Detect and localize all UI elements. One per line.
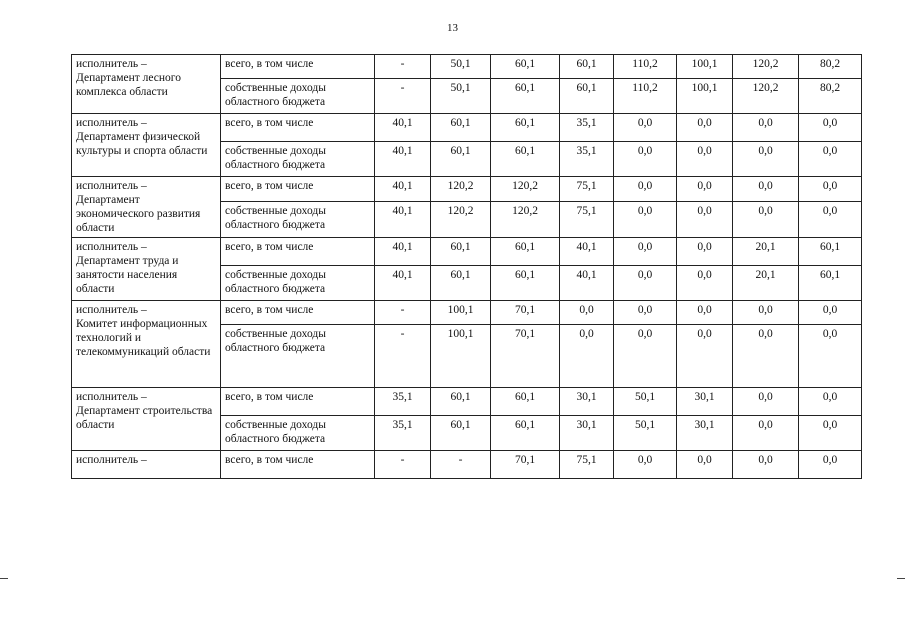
page-number: 13	[447, 22, 458, 34]
value-cell: 0,0	[799, 177, 862, 202]
value-cell: 60,1	[431, 238, 491, 266]
value-cell: 0,0	[560, 325, 614, 388]
table-row	[72, 388, 862, 416]
value-cell: 120,2	[491, 177, 560, 202]
value-cell: 0,0	[677, 325, 733, 388]
table-row	[72, 177, 862, 202]
value-cell: 60,1	[431, 142, 491, 177]
value-cell: 75,1	[560, 201, 614, 237]
value-cell: 60,1	[491, 55, 560, 79]
value-cell: 120,2	[733, 79, 799, 114]
funding-source-cell: всего, в том числе	[221, 301, 375, 325]
value-cell: -	[375, 301, 431, 325]
value-cell: 70,1	[491, 325, 560, 388]
value-cell: 0,0	[677, 266, 733, 301]
value-cell: 0,0	[733, 177, 799, 202]
value-cell: 0,0	[677, 142, 733, 177]
scan-edge-mark-left	[0, 578, 8, 579]
value-cell: 0,0	[614, 238, 677, 266]
budget-table	[71, 54, 862, 479]
value-cell: 0,0	[733, 201, 799, 237]
value-cell: 35,1	[560, 114, 614, 142]
executor-cell: исполнитель – Департамент лесного комплекса области	[72, 55, 221, 114]
value-cell: 0,0	[677, 201, 733, 237]
budget-table-body	[72, 55, 862, 479]
value-cell: 60,1	[560, 79, 614, 114]
value-cell: 0,0	[614, 301, 677, 325]
value-cell: 120,2	[491, 201, 560, 237]
executor-cell: исполнитель – Комитет информационных технологий и телекоммуникаций области	[72, 301, 221, 388]
value-cell: -	[375, 325, 431, 388]
value-cell: 60,1	[491, 416, 560, 451]
value-cell: 0,0	[677, 114, 733, 142]
value-cell: 60,1	[431, 388, 491, 416]
value-cell: 0,0	[799, 301, 862, 325]
value-cell: 80,2	[799, 55, 862, 79]
value-cell: 30,1	[677, 388, 733, 416]
value-cell: 50,1	[614, 416, 677, 451]
value-cell: 120,2	[733, 55, 799, 79]
value-cell: 75,1	[560, 177, 614, 202]
value-cell: 40,1	[560, 266, 614, 301]
value-cell: 60,1	[560, 55, 614, 79]
value-cell: 0,0	[614, 142, 677, 177]
table-row	[72, 451, 862, 479]
value-cell: 0,0	[677, 177, 733, 202]
value-cell: 120,2	[431, 177, 491, 202]
value-cell: 100,1	[431, 301, 491, 325]
value-cell: 40,1	[375, 201, 431, 237]
funding-source-cell: всего, в том числе	[221, 451, 375, 479]
value-cell: 40,1	[375, 142, 431, 177]
value-cell: 100,1	[431, 325, 491, 388]
value-cell: 110,2	[614, 55, 677, 79]
value-cell: 60,1	[491, 79, 560, 114]
funding-source-cell: всего, в том числе	[221, 388, 375, 416]
value-cell: 0,0	[677, 301, 733, 325]
value-cell: 60,1	[491, 114, 560, 142]
value-cell: 60,1	[799, 266, 862, 301]
value-cell: 0,0	[733, 301, 799, 325]
value-cell: 0,0	[733, 451, 799, 479]
value-cell: 0,0	[733, 142, 799, 177]
value-cell: 0,0	[614, 114, 677, 142]
value-cell: 60,1	[431, 114, 491, 142]
value-cell: 40,1	[375, 238, 431, 266]
value-cell: 30,1	[560, 388, 614, 416]
funding-source-cell: собственные доходы областного бюджета	[221, 325, 375, 388]
value-cell: 40,1	[375, 266, 431, 301]
table-row	[72, 55, 862, 79]
executor-cell: исполнитель – Департамент труда и занятости населения области	[72, 238, 221, 301]
value-cell: 0,0	[614, 325, 677, 388]
value-cell: 30,1	[677, 416, 733, 451]
value-cell: 0,0	[799, 142, 862, 177]
value-cell: 0,0	[614, 266, 677, 301]
value-cell: 40,1	[375, 177, 431, 202]
value-cell: 60,1	[431, 266, 491, 301]
value-cell: 0,0	[799, 325, 862, 388]
executor-cell: исполнитель – Департамент физической культуры и спорта области	[72, 114, 221, 177]
value-cell: 40,1	[375, 114, 431, 142]
value-cell: 80,2	[799, 79, 862, 114]
funding-source-cell: собственные доходы областного бюджета	[221, 266, 375, 301]
value-cell: 50,1	[431, 55, 491, 79]
value-cell: 110,2	[614, 79, 677, 114]
value-cell: 35,1	[375, 416, 431, 451]
funding-source-cell: всего, в том числе	[221, 177, 375, 202]
value-cell: 0,0	[677, 238, 733, 266]
executor-cell: исполнитель –	[72, 451, 221, 479]
value-cell: 70,1	[491, 301, 560, 325]
table-row	[72, 114, 862, 142]
value-cell: 60,1	[491, 238, 560, 266]
scan-edge-mark-right	[897, 578, 905, 579]
funding-source-cell: собственные доходы областного бюджета	[221, 142, 375, 177]
value-cell: 0,0	[733, 114, 799, 142]
value-cell: 50,1	[431, 79, 491, 114]
value-cell: 60,1	[431, 416, 491, 451]
table-row	[72, 238, 862, 266]
value-cell: 20,1	[733, 238, 799, 266]
value-cell: 0,0	[560, 301, 614, 325]
table-row	[72, 301, 862, 325]
value-cell: -	[431, 451, 491, 479]
value-cell: 0,0	[677, 451, 733, 479]
value-cell: 0,0	[799, 451, 862, 479]
value-cell: 60,1	[491, 388, 560, 416]
executor-cell: исполнитель – Департамент экономического развития области	[72, 177, 221, 238]
value-cell: 70,1	[491, 451, 560, 479]
value-cell: 40,1	[560, 238, 614, 266]
value-cell: -	[375, 79, 431, 114]
value-cell: 120,2	[431, 201, 491, 237]
executor-cell: исполнитель – Департамент строительства области	[72, 388, 221, 451]
value-cell: 35,1	[375, 388, 431, 416]
value-cell: 0,0	[733, 325, 799, 388]
funding-source-cell: всего, в том числе	[221, 55, 375, 79]
value-cell: 60,1	[799, 238, 862, 266]
value-cell: 35,1	[560, 142, 614, 177]
value-cell: 60,1	[491, 142, 560, 177]
value-cell: -	[375, 451, 431, 479]
value-cell: 100,1	[677, 79, 733, 114]
funding-source-cell: всего, в том числе	[221, 114, 375, 142]
value-cell: 0,0	[614, 451, 677, 479]
value-cell: 0,0	[733, 416, 799, 451]
value-cell: 0,0	[733, 388, 799, 416]
value-cell: -	[375, 55, 431, 79]
value-cell: 20,1	[733, 266, 799, 301]
funding-source-cell: собственные доходы областного бюджета	[221, 201, 375, 237]
value-cell: 0,0	[614, 177, 677, 202]
value-cell: 30,1	[560, 416, 614, 451]
value-cell: 0,0	[799, 388, 862, 416]
value-cell: 0,0	[799, 201, 862, 237]
funding-source-cell: всего, в том числе	[221, 238, 375, 266]
funding-source-cell: собственные доходы областного бюджета	[221, 416, 375, 451]
value-cell: 50,1	[614, 388, 677, 416]
value-cell: 0,0	[799, 416, 862, 451]
value-cell: 100,1	[677, 55, 733, 79]
value-cell: 0,0	[614, 201, 677, 237]
funding-source-cell: собственные доходы областного бюджета	[221, 79, 375, 114]
value-cell: 60,1	[491, 266, 560, 301]
value-cell: 75,1	[560, 451, 614, 479]
value-cell: 0,0	[799, 114, 862, 142]
